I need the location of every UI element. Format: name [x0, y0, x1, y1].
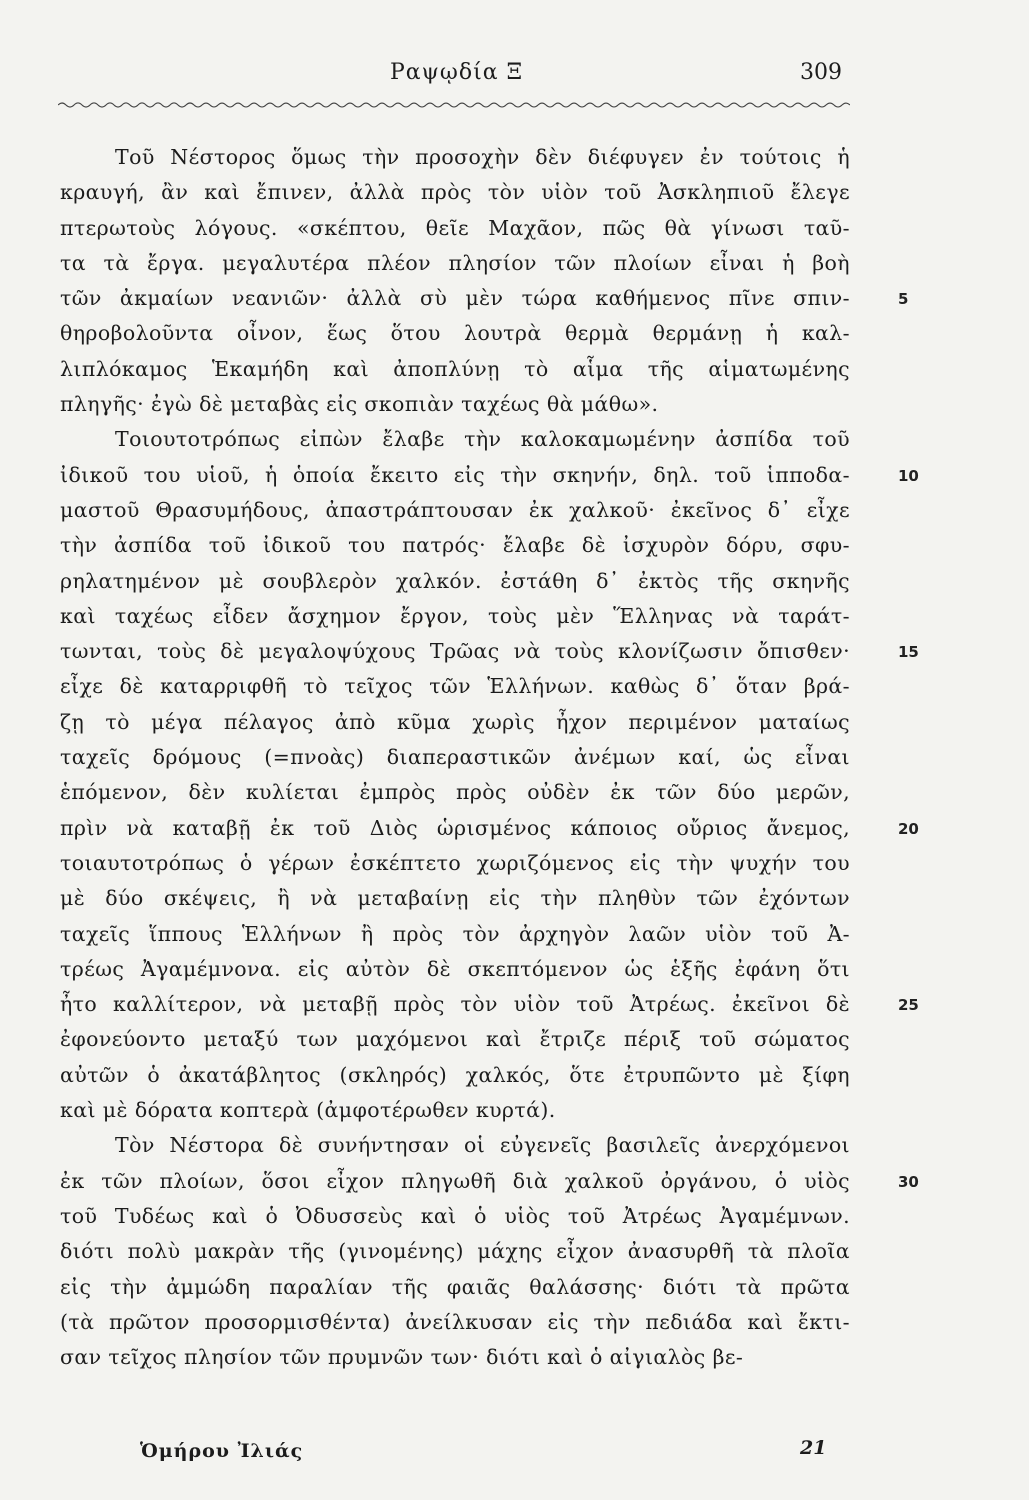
margin-line-number: 15: [898, 643, 919, 662]
text-line: σαν τεῖχος πλησίον τῶν πρυμνῶν των· διότι καὶ ὁ αἰγιαλὸς βε-: [60, 1345, 744, 1370]
text-line: τῶν ἀκμαίων νεανιῶν· ἀλλὰ σὺ μὲν τώρα καθήμενος πῖνε σπιν-: [60, 286, 850, 311]
paragraph: [60, 422, 850, 1128]
text-line: εἶχε δὲ καταρριφθῆ τὸ τεῖχος τῶν Ἑλλήνων. καθὼς δ᾽ ὅταν βρά-: [60, 674, 850, 699]
text-line: Τὸν Νέστορα δὲ συνήντησαν οἱ εὐγενεῖς βασιλεῖς ἀνερχόμενοι: [115, 1133, 850, 1158]
text-line: τοιαυτοτρόπως ὁ γέρων ἐσκέπτετο χωριζόμενος εἰς τὴν ψυχήν του: [60, 850, 850, 875]
text-line: ἐκ τῶν πλοίων, ὅσοι εἶχον πληγωθῆ διὰ χαλκοῦ ὀργάνου, ὁ υἱὸς: [60, 1168, 850, 1193]
margin-line-number: 30: [898, 1172, 919, 1191]
text-line: Τοῦ Νέστορος ὅμως τὴν προσοχὴν δὲν διέφυγεν ἐν τούτοις ἡ: [115, 145, 850, 169]
text-line: καὶ ταχέως εἶδεν ἄσχημον ἔργον, τοὺς μὲν Ἕλληνας νὰ ταράτ-: [60, 603, 850, 628]
margin-line-number: 25: [898, 996, 919, 1015]
text-line: πληγῆς· ἐγὼ δὲ μεταβὰς εἰς σκοπιὰν ταχέως θὰ μάθω».: [60, 392, 659, 417]
text-line: πρὶν νὰ καταβῇ ἐκ τοῦ Διὸς ὡρισμένος κάποιος οὔριος ἄνεμος,: [60, 815, 850, 840]
sheet-number: 21: [800, 1437, 827, 1459]
text-line: τὴν ἀσπίδα τοῦ ἰδικοῦ του πατρός· ἔλαβε δὲ ἰσχυρὸν δόρυ, σφυ-: [60, 533, 850, 558]
margin-line-number: 5: [898, 290, 909, 309]
text-line: διότι πολὺ μακρὰν τῆς (γινομένης) μάχης εἶχον ἀνασυρθῆ τὰ πλοῖα: [60, 1239, 850, 1264]
text-line: τοῦ Τυδέως καὶ ὁ Ὀδυσσεὺς καὶ ὁ υἱὸς τοῦ Ἀτρέως Ἀγαμέμνων.: [60, 1203, 850, 1228]
text-line: τρέως Ἀγαμέμνονα. εἰς αὐτὸν δὲ σκεπτόμενον ὡς ἑξῆς ἐφάνη ὅτι: [60, 956, 850, 981]
text-line: Τοιουτοτρόπως εἰπὼν ἔλαβε τὴν καλοκαμωμένην ἀσπίδα τοῦ: [115, 427, 850, 452]
text-line: ζῃ τὸ μέγα πέλαγος ἀπὸ κῦμα χωρὶς ἦχον περιμένον ματαίως: [60, 709, 850, 734]
text-line: ἐφονεύοντο μεταξύ των μαχόμενοι καὶ ἔτριζε πέριξ τοῦ σώματος: [60, 1027, 850, 1052]
text-line: αὐτῶν ὁ ἀκατάβλητος (σκληρός) χαλκός, ὅτε ἐτρυπῶντο μὲ ξίφη: [60, 1062, 850, 1087]
text-line: καὶ μὲ δόρατα κοπτερὰ (ἀμφοτέρωθεν κυρτά).: [60, 1098, 556, 1123]
text-line: (τὰ πρῶτον προσορμισθέντα) ἀνείλκυσαν εἰς τὴν πεδιάδα καὶ ἔκτι-: [60, 1309, 850, 1334]
text-line: κραυγή, ἂν καὶ ἔπινεν, ἀλλὰ πρὸς τὸν υἱὸν τοῦ Ἀσκληπιοῦ ἔλεγε: [60, 180, 850, 205]
text-line: πτερωτοὺς λόγους. «σκέπτου, θεῖε Μαχᾶον, πῶς θὰ γίνωσι ταῦ-: [60, 215, 850, 240]
text-line: ταχεῖς ἵππους Ἑλλήνων ἢ πρὸς τὸν ἀρχηγὸν λαῶν υἱὸν τοῦ Ἀ-: [60, 921, 850, 946]
margin-line-number: 20: [898, 819, 919, 838]
page-number: 309: [800, 60, 842, 85]
header-ornamental-rule: [58, 100, 850, 110]
running-title: Ραψῳδία Ξ: [390, 60, 524, 85]
body-text: [60, 140, 850, 1375]
page-header: [58, 58, 858, 98]
text-line: θηροβολοῦντα οἶνον, ἕως ὅτου λουτρὰ θερμὰ θερμάνῃ ἡ καλ-: [60, 321, 850, 346]
text-line: ρηλατημένον μὲ σουβλερὸν χαλκόν. ἐστάθη δ᾽ ἐκτὸς τῆς σκηνῆς: [60, 568, 850, 593]
text-line: λιπλόκαμος Ἑκαμήδη καὶ ἀποπλύνῃ τὸ αἷμα τῆς αἱματωμένης: [60, 356, 850, 381]
text-line: ἦτο καλλίτερον, νὰ μεταβῇ πρὸς τὸν υἱὸν τοῦ Ἀτρέως. ἐκεῖνοι δὲ: [60, 992, 850, 1017]
margin-line-number: 10: [898, 466, 919, 485]
text-line: τα τὰ ἔργα. μεγαλυτέρα πλέον πλησίον τῶν πλοίων εἶναι ἡ βοὴ: [60, 250, 850, 275]
paragraph: [60, 140, 850, 422]
text-line: μαστοῦ Θρασυμήδους, ἀπαστράπτουσαν ἐκ χαλκοῦ· ἐκεῖνος δ᾽ εἶχε: [60, 497, 850, 522]
text-line: ἑπόμενον, δὲν κυλίεται ἐμπρὸς πρὸς οὐδὲν ἐκ τῶν δύο μερῶν,: [60, 780, 850, 805]
text-line: ταχεῖς δρόμους (=πνοὰς) διαπεραστικῶν ἀνέμων καί, ὡς εἶναι: [60, 745, 850, 770]
signature-mark: Ὁμήρου Ἰλιάς: [140, 1440, 304, 1462]
text-line: ἰδικοῦ του υἱοῦ, ἡ ὁποία ἔκειτο εἰς τὴν σκηνήν, δηλ. τοῦ ἱπποδα-: [60, 462, 850, 487]
text-line: εἰς τὴν ἀμμώδη παραλίαν τῆς φαιᾶς θαλάσσης· διότι τὰ πρῶτα: [60, 1274, 850, 1299]
text-line: μὲ δύο σκέψεις, ἢ νὰ μεταβαίνῃ εἰς τὴν πληθὺν τῶν ἐχόντων: [60, 886, 850, 911]
text-line: τωνται, τοὺς δὲ μεγαλοψύχους Τρῶας νὰ τοὺς κλονίζωσιν ὄπισθεν·: [60, 639, 850, 664]
paragraph: [60, 1128, 850, 1375]
